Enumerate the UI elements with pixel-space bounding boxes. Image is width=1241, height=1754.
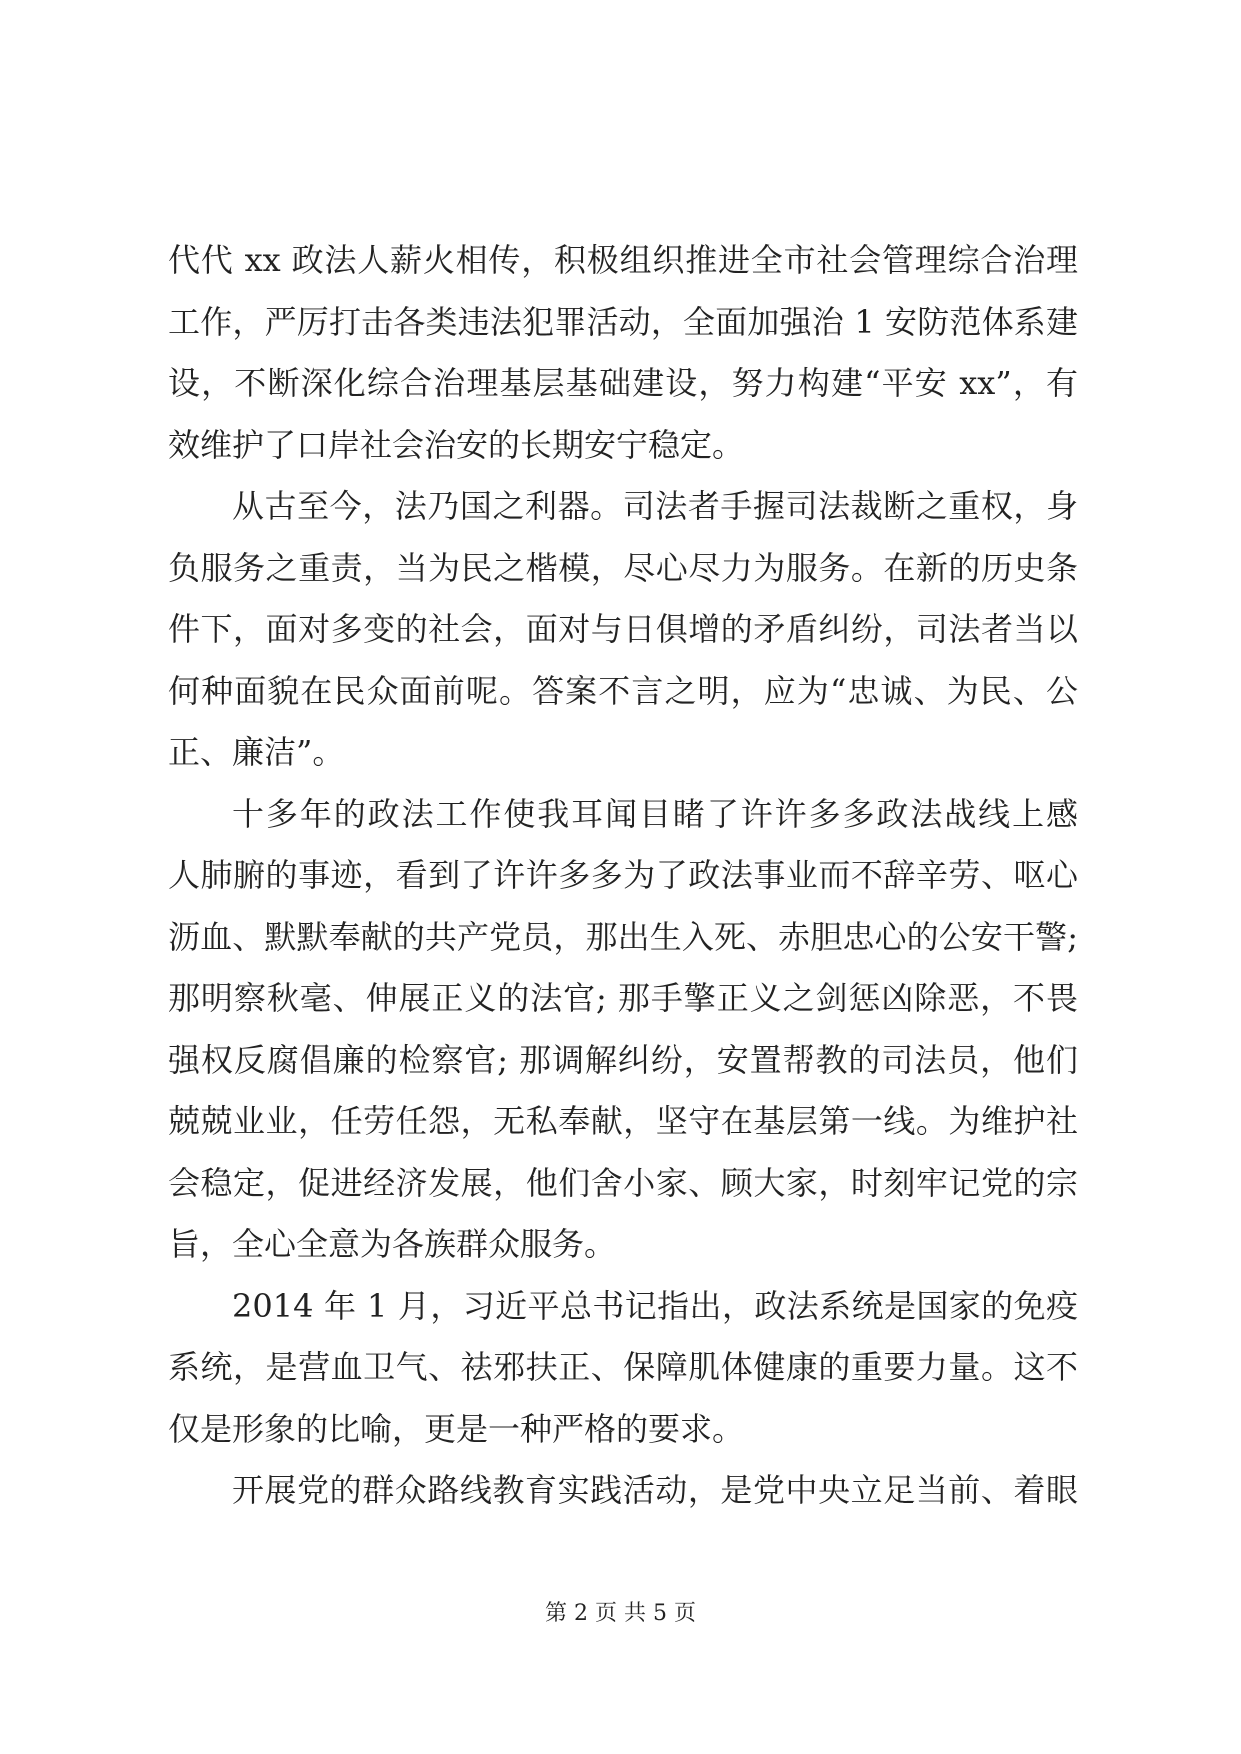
text-line: 会稳定，促进经济发展，他们舍小家、顾大家，时刻牢记党的宗 bbox=[168, 1163, 1078, 1202]
text-line: 人肺腑的事迹，看到了许许多多为了政法事业而不辞辛劳、呕心 bbox=[168, 856, 1078, 894]
text-line: 强权反腐倡廉的检察官; 那调解纠纷，安置帮教的司法员，他们 bbox=[168, 1040, 1078, 1079]
text-line: 旨，全心全意为各族群众服务。 bbox=[168, 1225, 617, 1263]
text-line: 沥血、默默奉献的共产党员，那出生入死、赤胆忠心的公安干警; bbox=[168, 917, 1078, 956]
paragraph-1 bbox=[168, 230, 1078, 476]
text-line: 效维护了口岸社会治安的长期安宁稳定。 bbox=[168, 425, 745, 464]
text-line: 仅是形象的比喻，更是一种严格的要求。 bbox=[168, 1409, 745, 1448]
text-line: 那明察秋毫、伸展正义的法官; 那手擎正义之剑惩凶除恶，不畏 bbox=[168, 979, 1078, 1017]
text-line: 设，不断深化综合治理基层基础建设，努力构建“平安 xx”，有 bbox=[168, 364, 1078, 402]
text-line: 何种面貌在民众面前呢。答案不言之明，应为“忠诚、为民、公 bbox=[168, 671, 1078, 710]
paragraph-2 bbox=[168, 476, 1078, 784]
text-line: 十多年的政法工作使我耳闻目睹了许许多多政法战线上感 bbox=[232, 794, 1078, 833]
text-line: 2014 年 1 月，习近平总书记指出，政法系统是国家的免疫 bbox=[232, 1286, 1078, 1325]
text-line: 工作，严厉打击各类违法犯罪活动，全面加强治 1 安防范体系建 bbox=[168, 302, 1078, 341]
text-line: 代代 xx 政法人薪火相传，积极组织推进全市社会管理综合治理 bbox=[168, 241, 1078, 279]
page-footer: 第 2 页 共 5 页 bbox=[545, 1601, 696, 1626]
text-line: 兢兢业业，任劳任怨，无私奉献，坚守在基层第一线。为维护社 bbox=[168, 1102, 1078, 1140]
paragraph-3 bbox=[168, 784, 1078, 1276]
paragraph-4 bbox=[168, 1276, 1078, 1461]
document-body bbox=[168, 230, 1078, 1522]
text-line: 开展党的群众路线教育实践活动，是党中央立足当前、着眼 bbox=[232, 1471, 1078, 1509]
text-line: 件下，面对多变的社会，面对与日俱增的矛盾纠纷，司法者当以 bbox=[168, 610, 1078, 648]
text-line: 负服务之重责，当为民之楷模，尽心尽力为服务。在新的历史条 bbox=[168, 548, 1078, 587]
paragraph-5 bbox=[168, 1460, 1078, 1522]
text-line: 从古至今，法乃国之利器。司法者手握司法裁断之重权，身 bbox=[232, 487, 1078, 525]
text-line: 系统，是营血卫气、祛邪扶正、保障肌体健康的重要力量。这不 bbox=[168, 1348, 1078, 1386]
text-line: 正、廉洁”。 bbox=[168, 733, 345, 771]
